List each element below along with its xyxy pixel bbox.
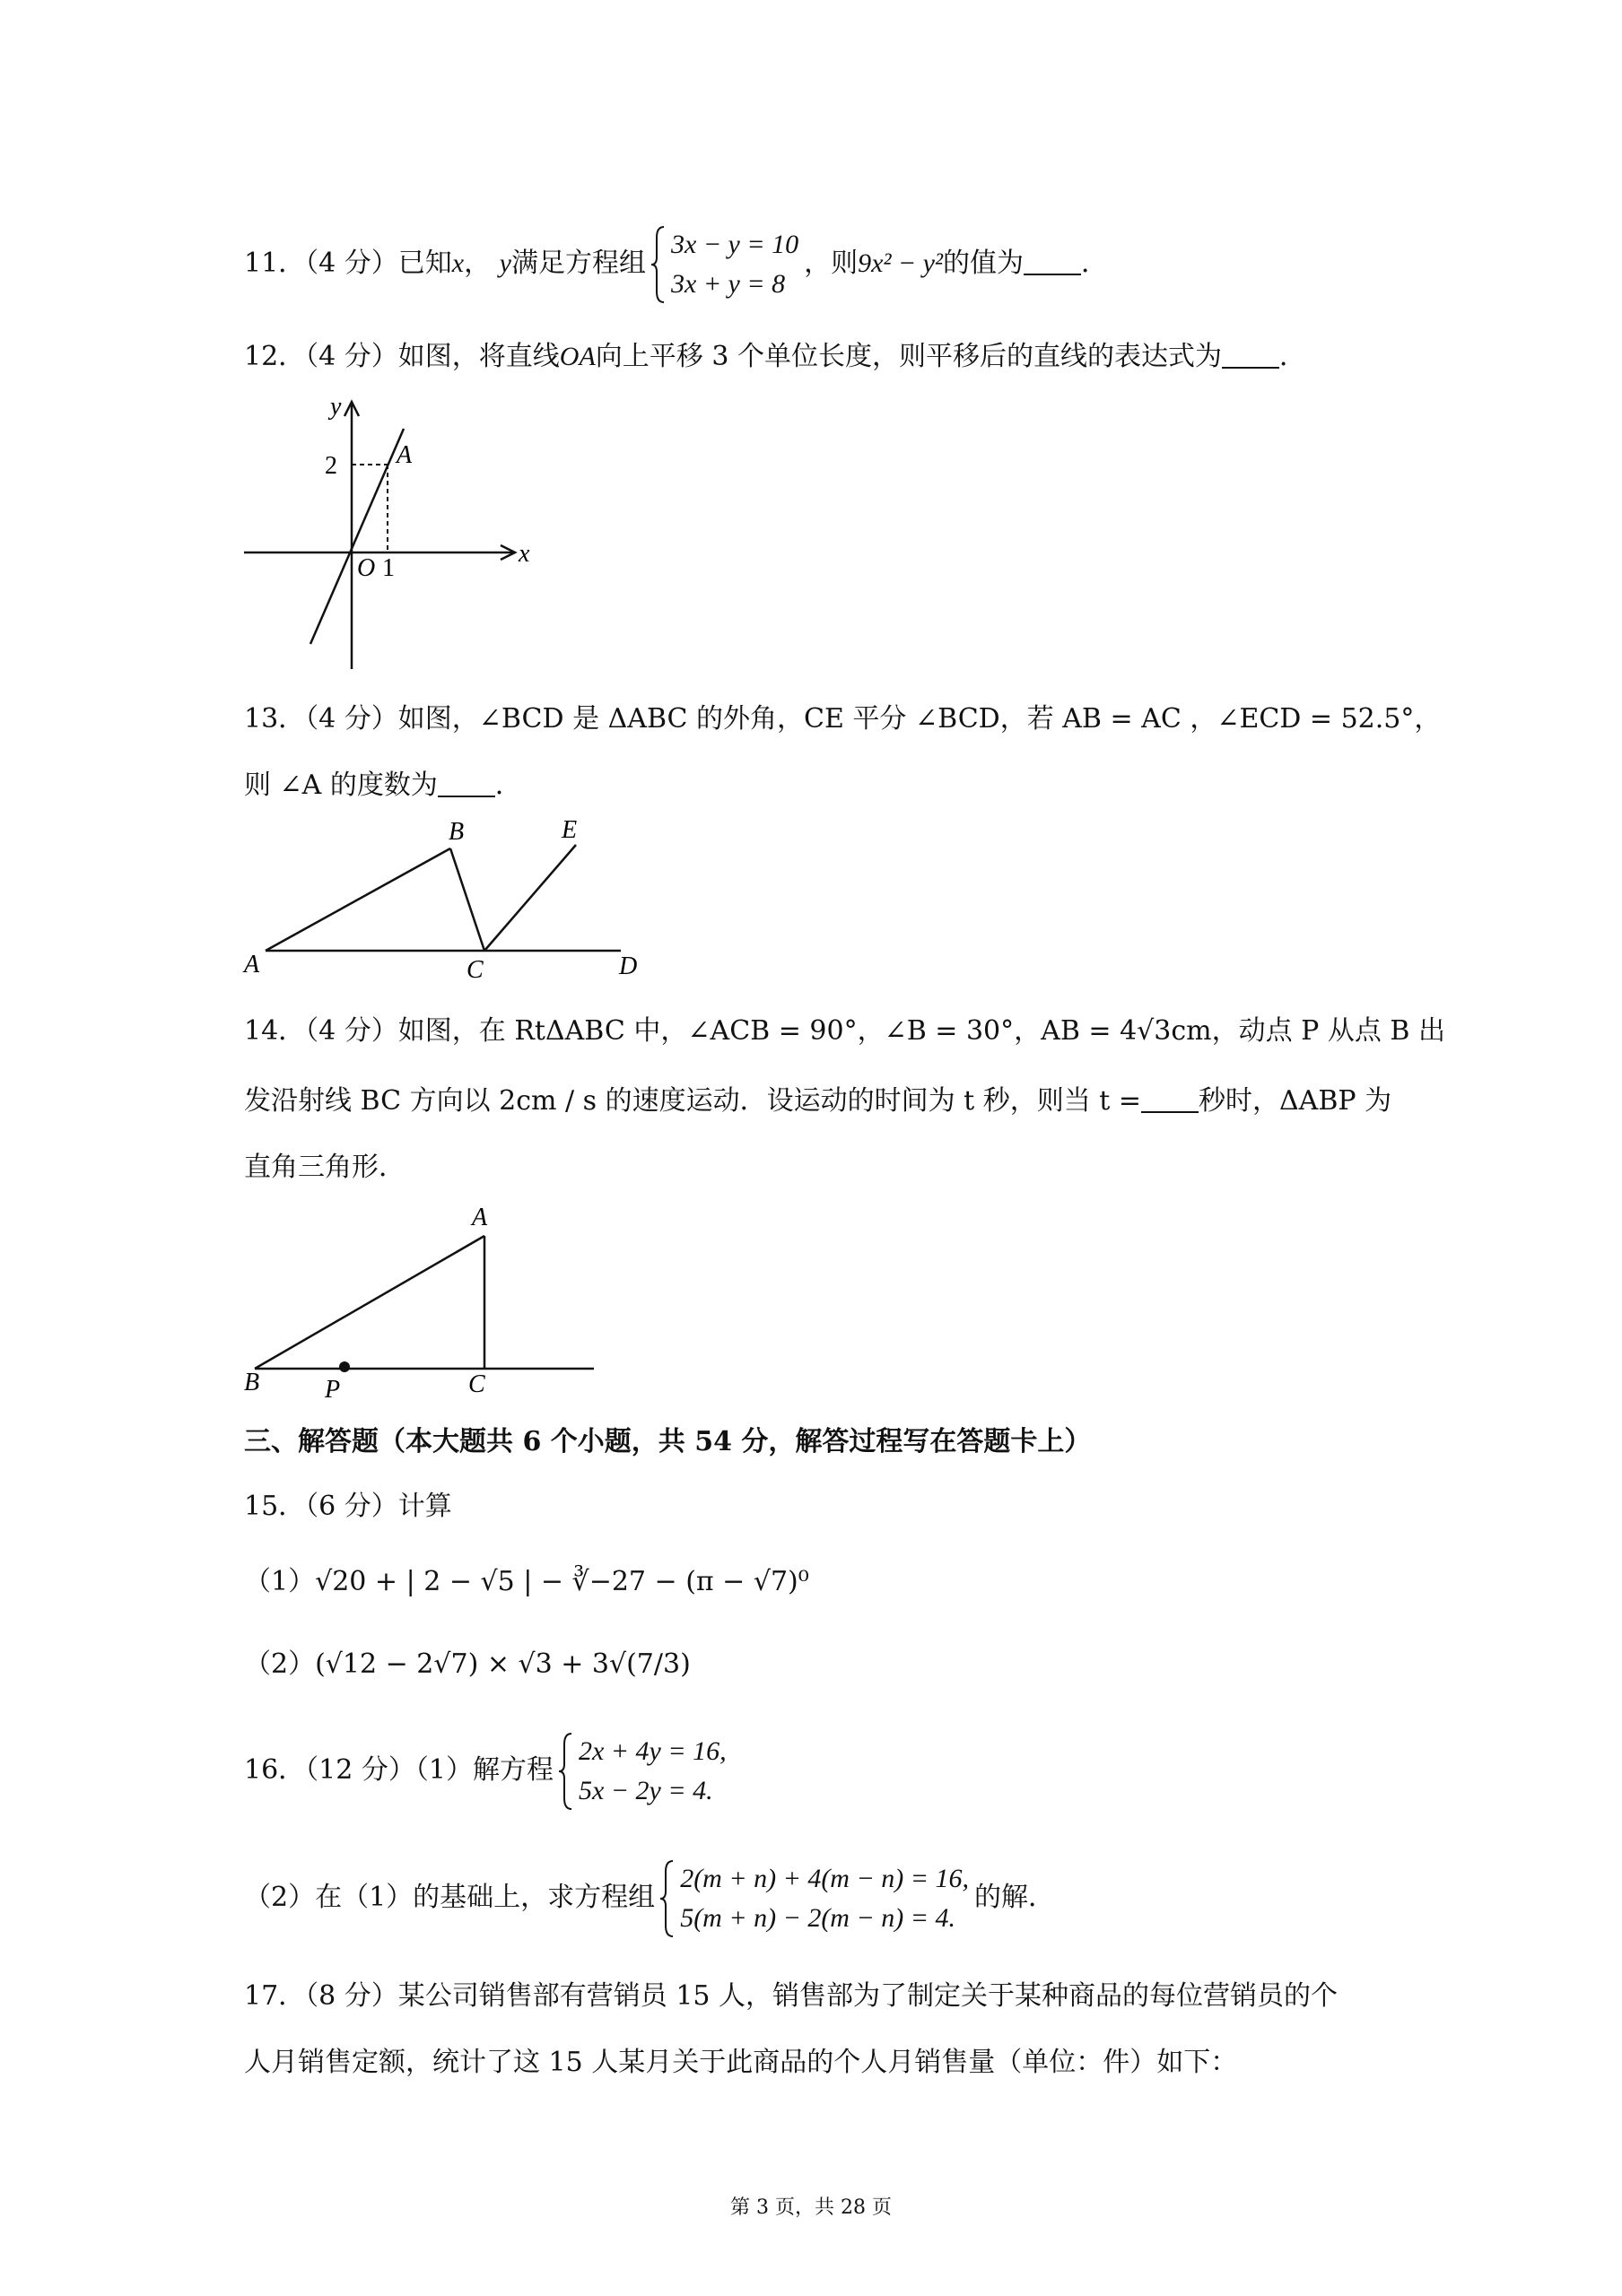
q14-blank[interactable]: [1141, 1086, 1199, 1113]
q16-prefix: 16．（12 分）（1）解方程: [244, 1754, 554, 1786]
page-footer: 第 3 页，共 28 页: [730, 2196, 892, 2219]
q15-part2: （2）(√12 − 2√7) × √3 + 3√(7/3): [244, 1648, 691, 1680]
q12-text-b: 向上平移 3 个单位长度，则平移后的直线的表达式为: [595, 341, 1222, 372]
fig12-label-2: 2: [325, 452, 337, 480]
q17-line2: 人月销售定额，统计了这 15 人某月关于此商品的个人月销售量（单位：件）如下：: [244, 2047, 1238, 2078]
q16-eq2: 5x − 2y = 4.: [578, 1776, 713, 1805]
q16-part2-line: [244, 1857, 1055, 1939]
q11-end: ．: [1081, 248, 1108, 279]
q15-title: 15．（6 分）计算: [244, 1491, 452, 1522]
fig13-label-c: C: [467, 956, 484, 984]
q16-eq3: 2(m + n) + 4(m − n) = 16,: [680, 1864, 969, 1893]
q14-line2b: 秒时，ΔABP 为: [1199, 1085, 1392, 1117]
q11-tail: 的值为: [943, 248, 1024, 279]
fig13-label-e: E: [562, 816, 578, 844]
q11-line: [244, 222, 1108, 305]
q14-line3: 直角三角形．: [244, 1152, 406, 1183]
fig12-label-y: y: [330, 393, 342, 421]
q11-system: [651, 225, 798, 304]
fig13-label-a: A: [244, 951, 260, 978]
fig12-label-x: x: [519, 540, 530, 568]
q14-figure: [235, 1198, 612, 1405]
fig14-label-b: B: [244, 1369, 260, 1396]
fig14-label-c: C: [468, 1370, 485, 1398]
q13-figure: [235, 807, 666, 987]
q16-part2-suffix: 的解．: [973, 1882, 1055, 1913]
fig14-label-p: P: [325, 1376, 341, 1404]
q16-eq4: 5(m + n) − 2(m − n) = 4.: [680, 1903, 955, 1933]
q11-after: ，则: [804, 248, 859, 279]
q11-expr: 9x² − y²: [858, 248, 943, 278]
q14-line2: [244, 1083, 1391, 1119]
fig12-label-1: 1: [382, 554, 395, 582]
q11-comma: ，: [464, 248, 492, 279]
q12-line: [244, 339, 1306, 375]
q14-line1: 14．（4 分）如图，在 RtΔABC 中，∠ACB = 90°，∠B = 30°，AB = 4√3cm，动点 P 从点 B 出: [244, 1015, 1445, 1047]
q13-line1: 13．（4 分）如图，∠BCD 是 ΔABC 的外角，CE 平分 ∠BCD，若 AB = AC ，∠ECD = 52.5°，: [244, 703, 1442, 735]
fig14-label-a: A: [472, 1204, 488, 1231]
q12-end: ．: [1278, 341, 1306, 372]
fig13-label-b: B: [449, 818, 465, 846]
q15-part1: （1）√20 + | 2 − √5 | − ∛−27 − (π − √7)⁰: [244, 1566, 809, 1597]
q11-var-x: x: [451, 248, 465, 278]
q16-system2: [660, 1859, 969, 1938]
q13-line2: [244, 768, 522, 804]
brace-icon: [660, 1859, 675, 1938]
q13-line2a: 则 ∠A 的度数为: [244, 770, 438, 801]
q16-system1: [559, 1732, 727, 1811]
brace-icon: [559, 1732, 573, 1811]
q11-mid: 满足方程组: [511, 248, 646, 279]
q11-prefix: 11．（4 分）已知: [244, 248, 452, 279]
q16-eq1: 2x + 4y = 16,: [578, 1736, 727, 1766]
q13-blank[interactable]: [438, 770, 495, 797]
q14-line2a: 发沿射线 BC 方向以 2cm / s 的速度运动．设运动的时间为 t 秒，则当 t =: [244, 1085, 1142, 1117]
q12-text-a: 12．（4 分）如图，将直线: [244, 341, 560, 372]
fig12-label-o: O: [357, 554, 376, 582]
q12-oa: OA: [559, 342, 596, 371]
q16-line: [244, 1729, 732, 1812]
q11-blank[interactable]: [1024, 248, 1081, 275]
q17-line1: 17．（8 分）某公司销售部有营销员 15 人，销售部为了制定关于某种商品的每位营销员的个: [244, 1980, 1339, 2012]
fig13-label-d: D: [619, 952, 638, 980]
q12-figure: [235, 391, 540, 678]
section3-heading: 三、解答题（本大题共 6 个小题，共 54 分，解答过程写在答题卡上）: [244, 1426, 1092, 1457]
q16-part2-prefix: （2）在（1）的基础上，求方程组: [244, 1882, 656, 1913]
q11-eq1: 3x − y = 10: [671, 230, 799, 259]
fig12-label-a: A: [397, 441, 413, 469]
q12-blank[interactable]: [1222, 342, 1279, 369]
q13-end: ．: [494, 770, 522, 801]
q11-var-y: y: [499, 248, 511, 278]
q11-eq2: 3x + y = 8: [671, 269, 786, 299]
brace-icon: [651, 225, 666, 304]
